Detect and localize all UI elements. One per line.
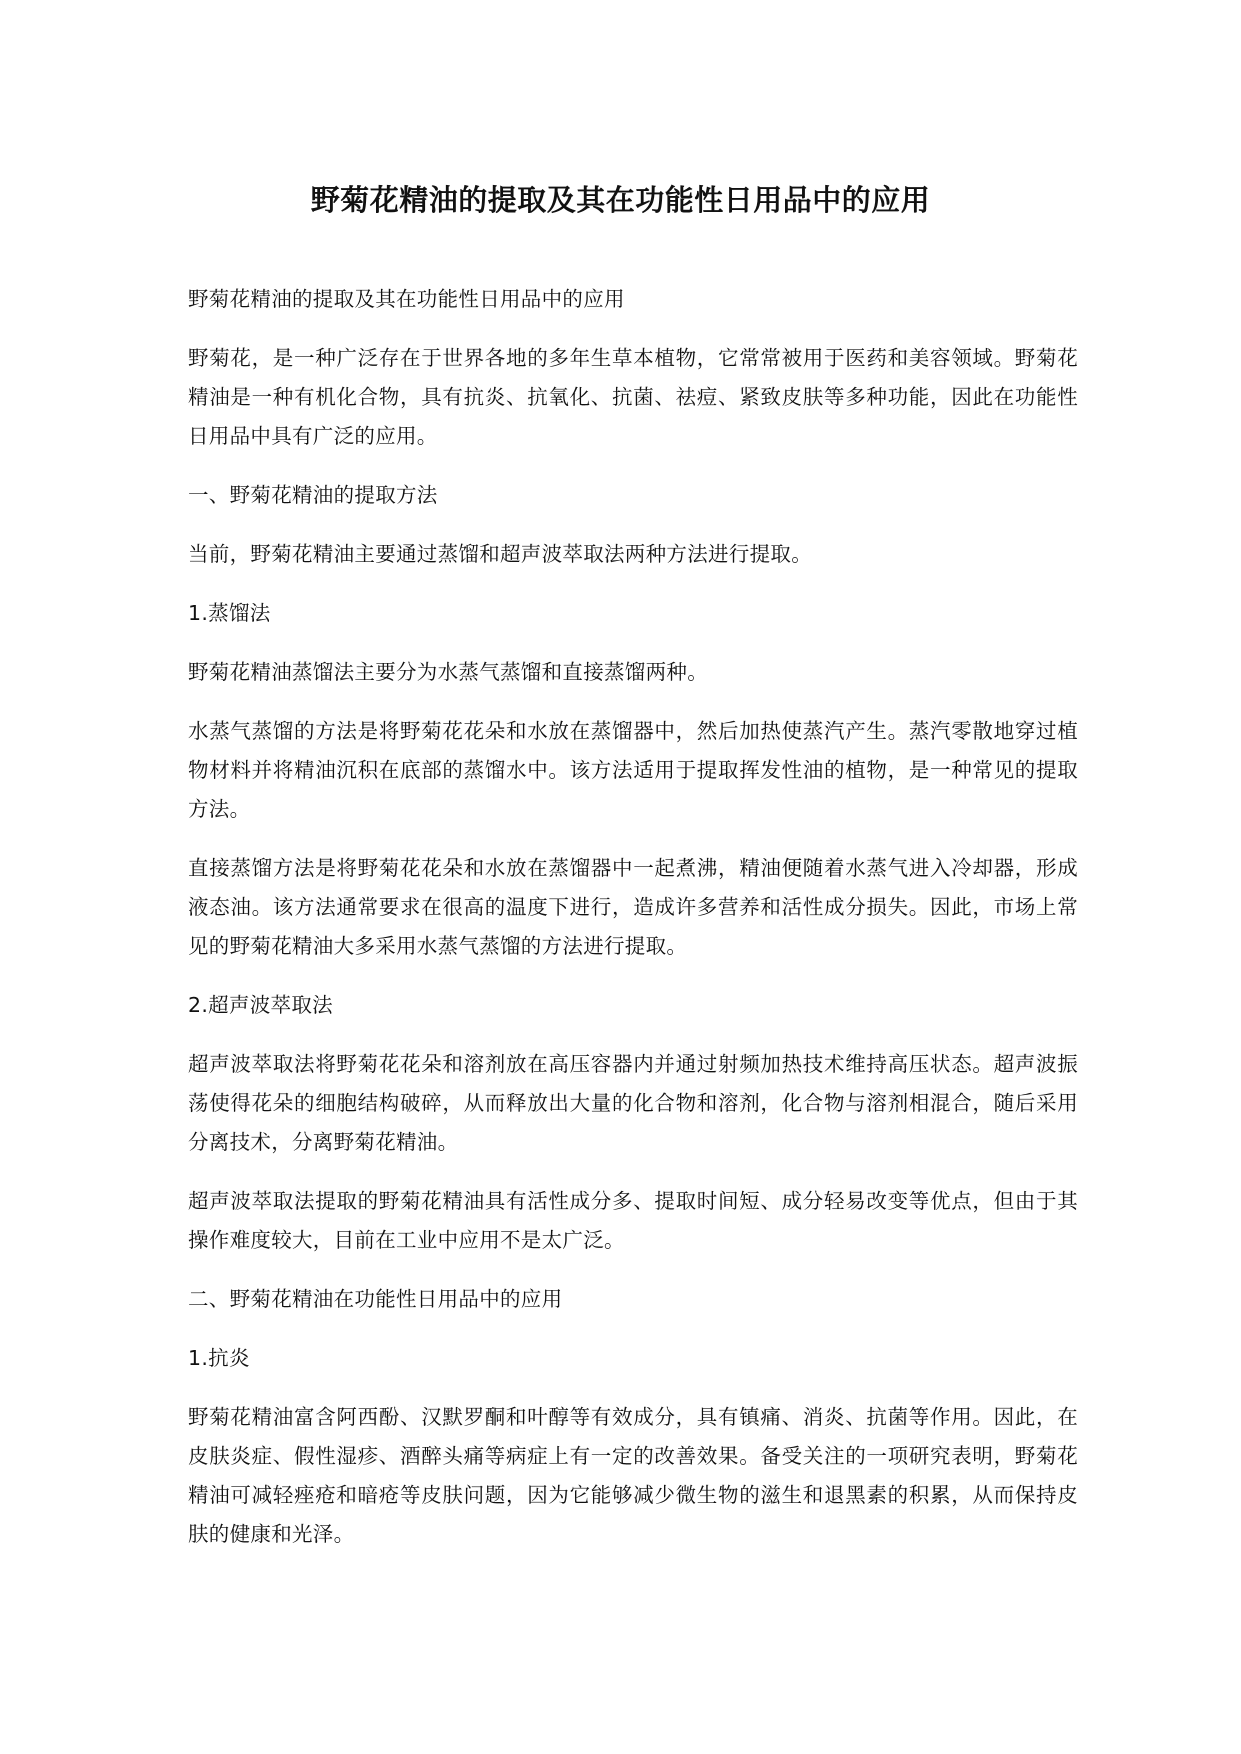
subheading-anti-inflammatory: 1.抗炎 (188, 1346, 250, 1370)
subtitle-paragraph: 野菊花精油的提取及其在功能性日用品中的应用 (188, 287, 625, 311)
document-body (188, 280, 1078, 1574)
ultrasonic-advantages-paragraph: 超声波萃取法提取的野菊花精油具有活性成分多、提取时间短、成分轻易改变等优点，但由于其操作难度较大，目前在工业中应用不是太广泛。 (188, 1189, 1078, 1252)
section-heading-extraction: 一、野菊花精油的提取方法 (188, 483, 438, 507)
document-title: 野菊花精油的提取及其在功能性日用品中的应用 (310, 183, 931, 217)
ultrasonic-method-paragraph: 超声波萃取法将野菊花花朵和溶剂放在高压容器内并通过射频加热技术维持高压状态。超声波振荡使得花朵的细胞结构破碎，从而释放出大量的化合物和溶剂，化合物与溶剂相混合，随后采用分离技术，分离野菊花精油。 (188, 1052, 1078, 1154)
distillation-types-paragraph: 野菊花精油蒸馏法主要分为水蒸气蒸馏和直接蒸馏两种。 (188, 660, 708, 684)
steam-distillation-paragraph: 水蒸气蒸馏的方法是将野菊花花朵和水放在蒸馏器中，然后加热使蒸汽产生。蒸汽零散地穿过植物材料并将精油沉积在底部的蒸馏水中。该方法适用于提取挥发性油的植物，是一种常见的提取方法。 (188, 719, 1078, 821)
subheading-distillation: 1.蒸馏法 (188, 601, 271, 625)
subheading-ultrasonic: 2.超声波萃取法 (188, 993, 333, 1017)
direct-distillation-paragraph: 直接蒸馏方法是将野菊花花朵和水放在蒸馏器中一起煮沸，精油便随着水蒸气进入冷却器，形成液态油。该方法通常要求在很高的温度下进行，造成许多营养和活性成分损失。因此，市场上常见的野菊花精油大多采用水蒸气蒸馏的方法进行提取。 (188, 856, 1078, 958)
anti-inflammatory-paragraph: 野菊花精油富含阿西酚、汉默罗酮和叶醇等有效成分，具有镇痛、消炎、抗菌等作用。因此，在皮肤炎症、假性湿疹、酒醉头痛等病症上有一定的改善效果。备受关注的一项研究表明，野菊花精油可减轻痤疮和暗疮等皮肤问题，因为它能够减少微生物的滋生和退黑素的积累，从而保持皮肤的健康和光泽。 (188, 1405, 1078, 1546)
section-heading-applications: 二、野菊花精油在功能性日用品中的应用 (188, 1287, 563, 1311)
extraction-overview-paragraph: 当前，野菊花精油主要通过蒸馏和超声波萃取法两种方法进行提取。 (188, 542, 812, 566)
intro-paragraph: 野菊花，是一种广泛存在于世界各地的多年生草本植物，它常常被用于医药和美容领域。野菊花精油是一种有机化合物，具有抗炎、抗氧化、抗菌、祛痘、紧致皮肤等多种功能，因此在功能性日用品中具有广泛的应用。 (188, 346, 1078, 448)
